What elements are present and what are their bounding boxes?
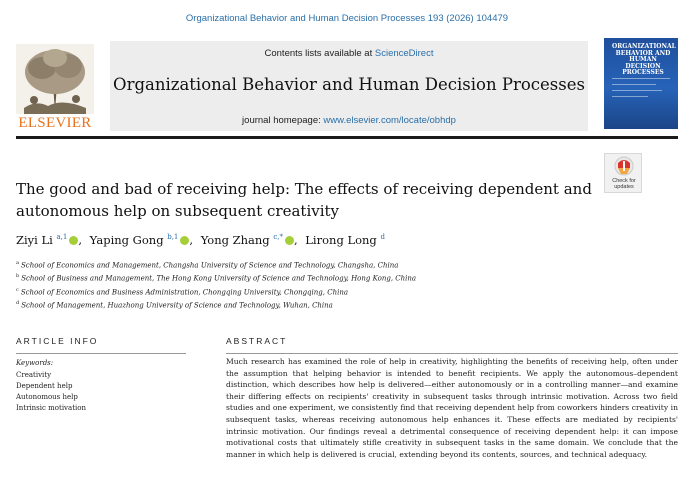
cover-decoration [612,84,656,85]
affiliation-text: School of Economics and Business Administration, Chongqing University, Chongqing, China [20,287,349,296]
abstract-text: Much research has examined the role of help in creativity, highlighting the benefits of receiving help, often under the assumption that helping behavior is intended to benefit recipients. We apply the autonomous–dependent distinction, which describes how help is delivered—either autonomously or in a controlling manner—and examine their differing effects on recipients' creativity in subsequent tasks through intrinsic motivation. Across two field studies and one experiment, we consistently find that receiving dependent help from coworkers hinders creativity in subsequent tasks, whereas receiving autonomous help enhances it. These effects are mediated by recipients' intrinsic motivation. Our findings reveal a detrimental consequence of receiving dependent help: it can impose motivational costs that ultimately stifle creativity in subsequent tasks in the same domain. We conclude that the manner in which help is delivered is crucial, extending beyond its contents, sources, and technical adequacy. [226,357,678,459]
author-affiliation-sup[interactable]: d [380,233,385,242]
orcid-icon[interactable] [180,236,189,245]
author-item[interactable]: Yaping Gong $^{b,1}$ , [89,233,194,247]
affiliation-text: School of Management, Huazhong University of Science and Technology, Wuhan, China [21,301,333,310]
affiliation-item [16,298,636,311]
author-item[interactable]: Ziyi Li $^{a,1}$ , [16,233,82,247]
keywords-list [16,370,86,414]
author-name: Yaping Gong [89,233,164,247]
affiliation-sup: a [16,260,19,266]
check-for-updates-label: Check for updates [612,178,636,190]
orcid-icon[interactable] [69,236,78,245]
contents-line [110,48,588,59]
affiliation-text: School of Business and Management, The Hong Kong University of Science and Technology, Hong Kong, China [21,274,417,283]
author-affiliation-sup[interactable]: b,1 [167,233,179,242]
author-item[interactable] [305,233,385,247]
affiliation-sup: c [16,286,19,293]
affiliation-item [16,258,636,271]
orcid-icon[interactable] [285,236,294,245]
keyword-item[interactable]: Autonomous help [16,393,78,401]
homepage-line [110,115,588,126]
homepage-prefix: journal homepage: [242,115,324,126]
article-title: The good and bad of receiving help: The effects of receiving dependent and autonomous help on subsequent creativity [16,180,592,220]
abstract-rule [226,353,678,354]
article-info-heading: ARTICLE INFO [16,336,99,346]
masthead-rule [16,136,678,139]
affiliation-text: School of Economics and Management, Changsha University of Science and Technology, Changsha, China [20,261,399,270]
keywords-label: Keywords: [16,359,54,367]
cover-decoration [612,96,648,97]
keyword-item[interactable]: Intrinsic motivation [16,404,86,412]
sciencedirect-link[interactable]: ScienceDirect [374,48,434,59]
journal-name: Organizational Behavior and Human Decision Processes [113,75,585,94]
cover-title: ORGANIZATIONAL BEHAVIOR AND HUMAN DECISION PROCESSES [612,43,676,76]
author-name: Lirong Long [305,233,377,247]
cover-decoration [612,90,662,91]
cover-decoration [612,78,670,79]
affiliation-sup: d [16,299,20,306]
abstract-heading: ABSTRACT [226,336,288,346]
contents-prefix: Contents lists available at [264,48,375,59]
author-name: Yong Zhang [200,233,270,247]
check-for-updates-button[interactable] [604,153,642,193]
publisher-wordmark: ELSEVIER [18,115,92,131]
keyword-item[interactable]: Creativity [16,371,52,379]
journal-reference-link[interactable]: Organizational Behavior and Human Decision Processes 193 (2026) 104479 [185,13,509,24]
author-name: Ziyi Li [16,233,53,247]
author-affiliation-sup[interactable]: c,* [273,233,283,242]
author-affiliation-sup[interactable]: a,1 [56,233,68,242]
affiliation-list [16,258,636,311]
affiliation-sup: b [16,273,20,280]
affiliation-item [16,285,636,298]
journal-cover-image[interactable] [604,38,678,129]
author-list [16,233,616,247]
article-info-rule [16,353,186,354]
affiliation-item [16,271,636,284]
author-item[interactable]: Yong Zhang $^{c,*}$ , [200,233,298,247]
crossmark-icon [605,155,643,179]
journal-masthead [110,41,588,131]
keyword-item[interactable]: Dependent help [16,382,73,390]
journal-homepage-link[interactable]: www.elsevier.com/locate/obhdp [323,115,456,126]
